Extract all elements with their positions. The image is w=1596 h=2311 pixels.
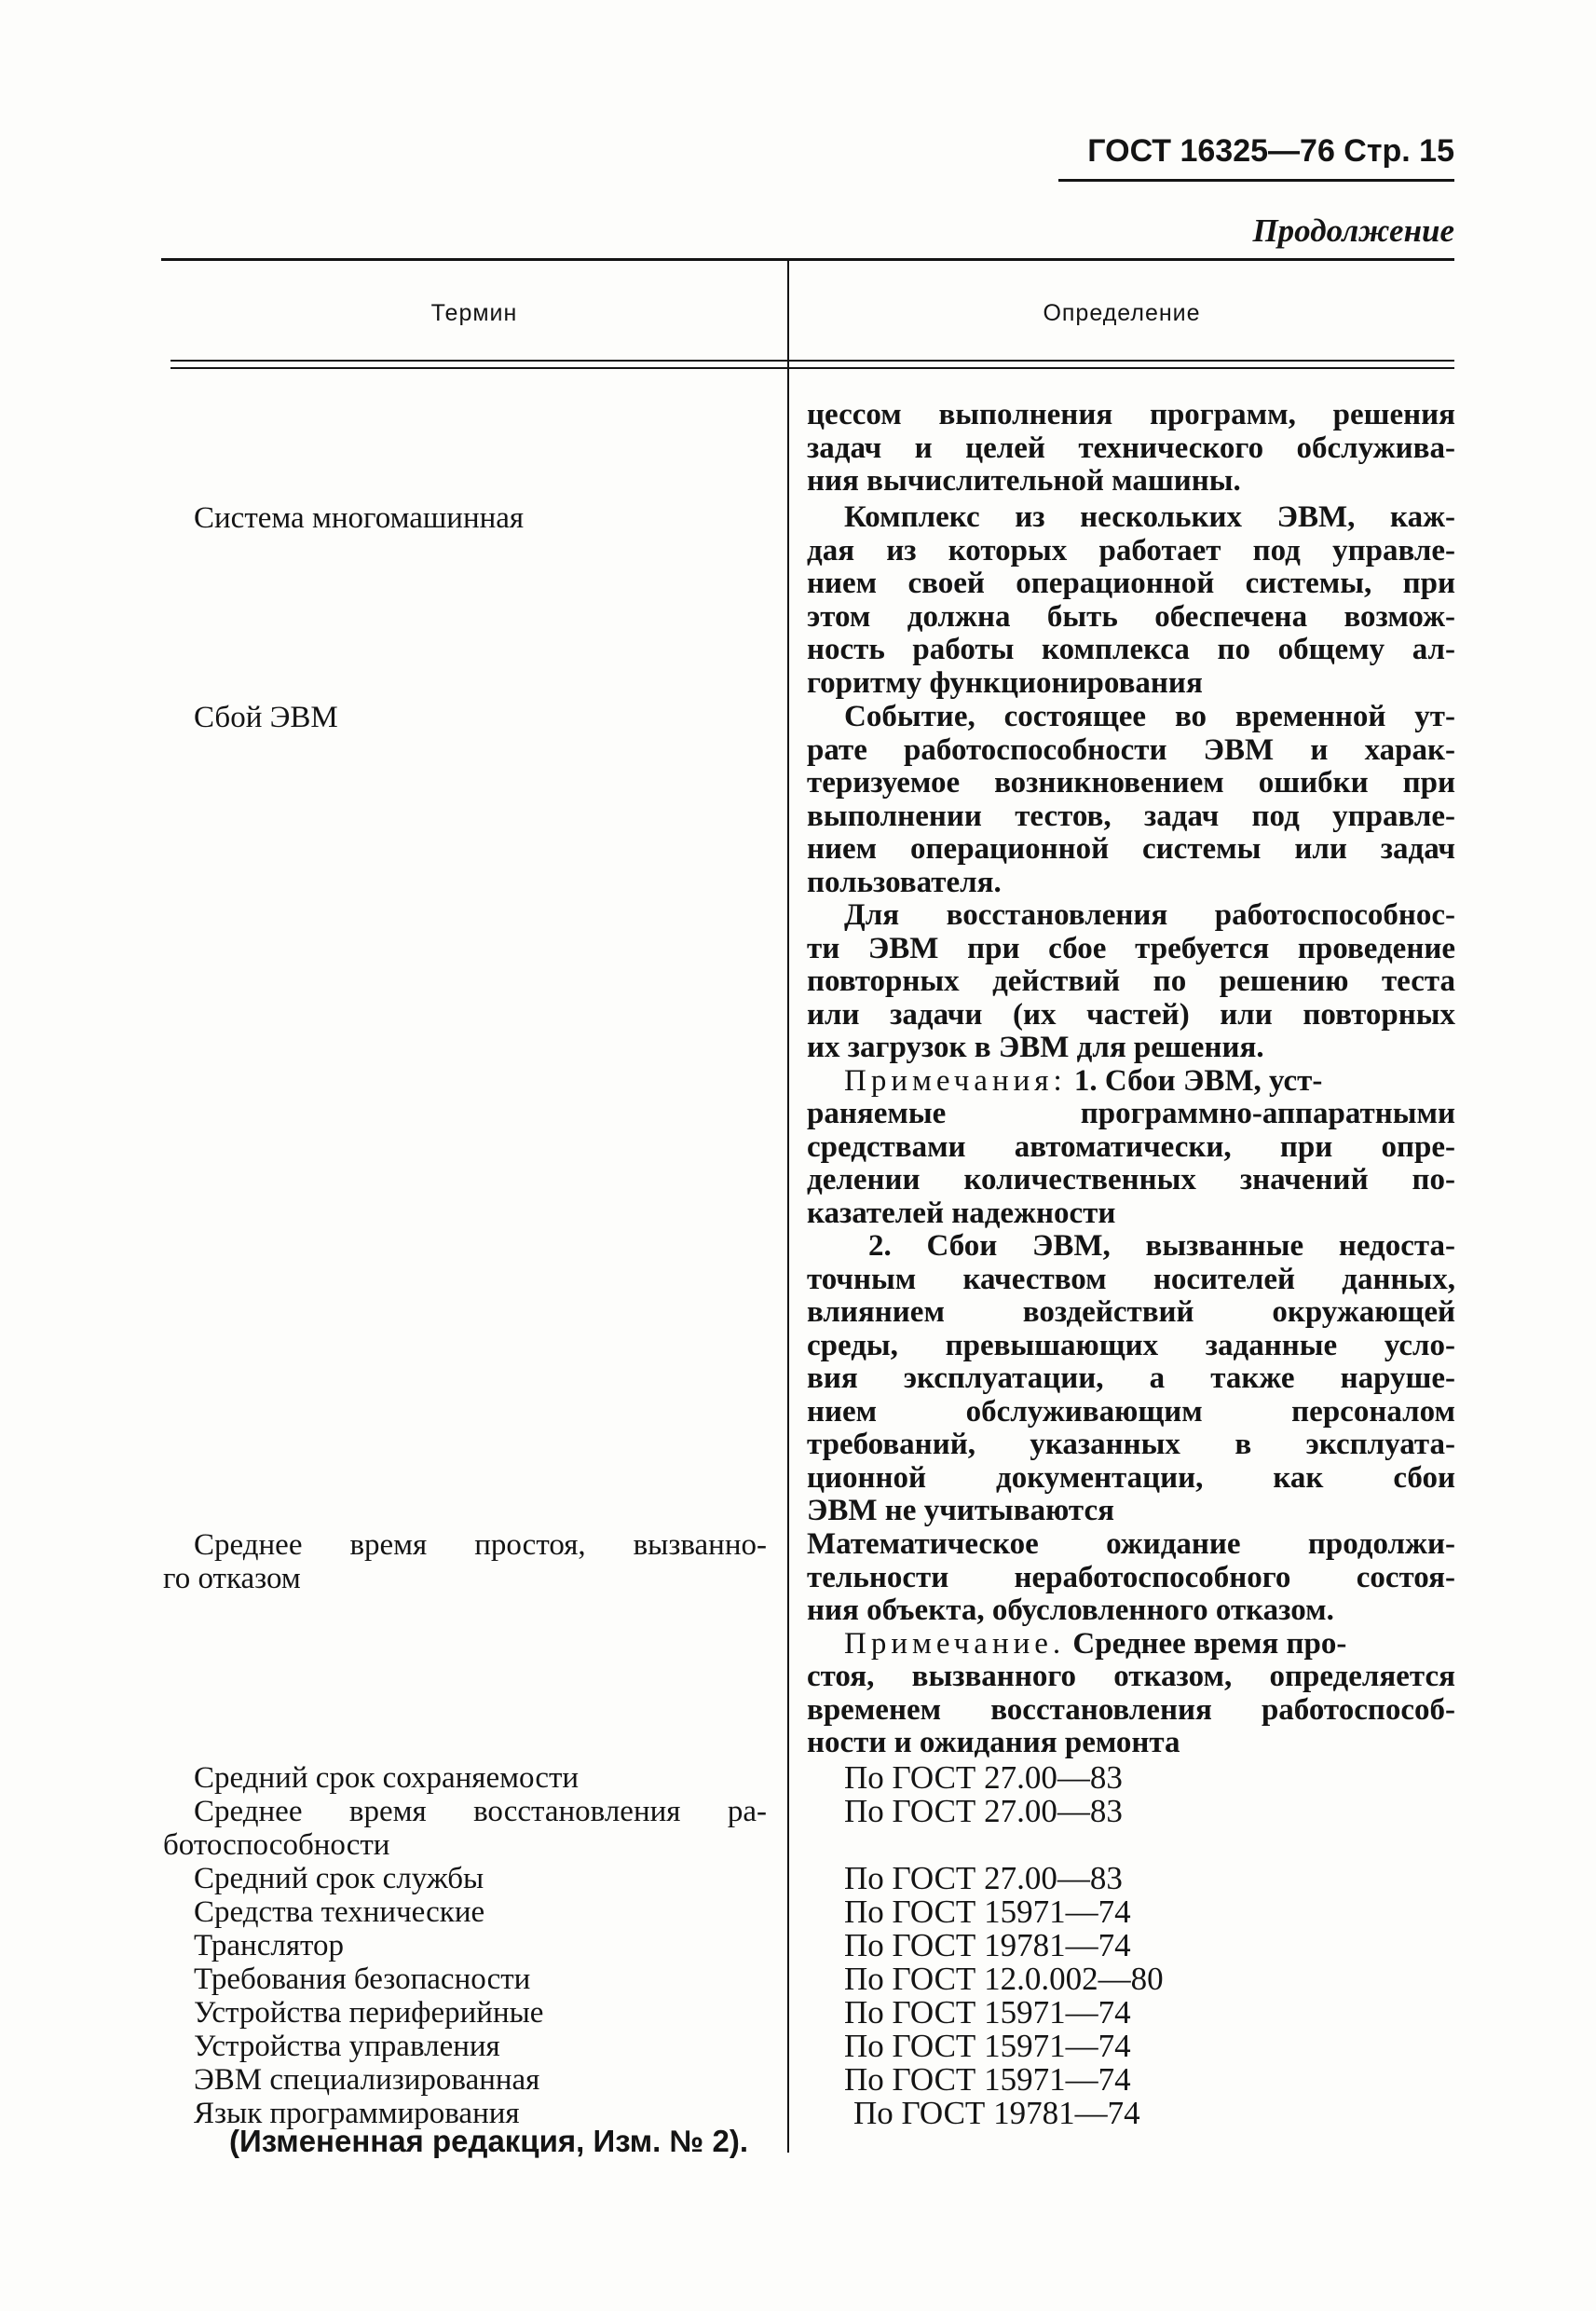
- definition-line: цессом выполнения программ, решения: [807, 398, 1455, 431]
- definition-line: тельности неработоспособного состоя-: [807, 1560, 1455, 1594]
- term-mean-recovery-time: [163, 1795, 767, 1862]
- definition-line: ния вычислительной машины.: [807, 464, 1241, 498]
- table-top-rule: [161, 258, 1454, 261]
- gost-ref: По ГОСТ 19781—74: [853, 2095, 1140, 2131]
- term-line: ЭВМ специализированная: [194, 2063, 540, 2097]
- note-text: Среднее время про-: [1072, 1626, 1347, 1661]
- note-line: вия эксплуатации, а также наруше-: [807, 1361, 1455, 1395]
- definition-line: рате работоспособности ЭВМ и харак-: [807, 732, 1455, 767]
- term-technical-means: [163, 1895, 767, 1929]
- term-line: Сбой ЭВМ: [194, 701, 338, 734]
- term-control-devices: [163, 2030, 767, 2063]
- continuation-label: Продолжение: [1252, 212, 1454, 249]
- definition-line: Для восстановления работоспособнос-: [844, 898, 1455, 932]
- term-peripheral-devices: [163, 1996, 767, 2030]
- definition-line: теризуемое возникновением ошибки при: [807, 766, 1455, 800]
- note-line: точным качеством носителей данных,: [807, 1262, 1455, 1296]
- definition-computer-failure: [807, 701, 1455, 1528]
- term-line: Устройства управления: [194, 2030, 500, 2063]
- note-text: 1. Сбои ЭВМ, уст-: [1073, 1063, 1323, 1098]
- term-line: Устройства периферийные: [194, 1996, 544, 2030]
- term-mean-service-life: [163, 1862, 767, 1895]
- gost-ref: По ГОСТ 15971—74: [844, 1894, 1131, 1930]
- term-line: Средства технические: [194, 1895, 485, 1929]
- note-line: делении количественных значений по-: [807, 1163, 1455, 1197]
- definition-continued: [807, 399, 1455, 499]
- gost-ref: По ГОСТ 27.00—83: [844, 1860, 1123, 1896]
- term-line: Система многомашинная: [194, 501, 525, 535]
- note-line: требований, указанных в эксплуата-: [807, 1428, 1455, 1461]
- term-line: Среднее время восстановления ра-: [194, 1795, 767, 1828]
- term-line: Среднее время простоя, вызванно-: [194, 1528, 767, 1562]
- definition-line: задач и целей технического обслужива-: [807, 431, 1455, 465]
- definition-line: Событие, состоящее во временной ут-: [844, 700, 1455, 733]
- definition-line: этом должна быть обеспечена возмож-: [807, 599, 1455, 634]
- gost-ref: По ГОСТ 15971—74: [844, 2028, 1131, 2064]
- notes-line: [807, 1065, 1455, 1099]
- term-mean-downtime: [163, 1528, 767, 1595]
- note-line: 2. Сбои ЭВМ, вызванные недоста-: [868, 1229, 1455, 1263]
- note-line: временем восстановления работоспособ-: [807, 1692, 1455, 1727]
- gost-ref: По ГОСТ 27.00—83: [844, 1793, 1123, 1829]
- definition-multimachine-system: [807, 501, 1455, 700]
- note-line: стоя, вызванного отказом, определяется: [807, 1660, 1455, 1693]
- notes-label: Примечания:: [844, 1063, 1067, 1098]
- definition-line: Комплекс из нескольких ЭВМ, каж-: [844, 500, 1455, 534]
- term-line: го отказом: [163, 1562, 301, 1595]
- term-translator: [163, 1929, 767, 1962]
- gost-ref: По ГОСТ 19781—74: [844, 1927, 1131, 1963]
- note-label: Примечание.: [844, 1626, 1066, 1661]
- term-line: Язык программирования: [194, 2097, 520, 2130]
- definition-mean-downtime: [807, 1528, 1455, 1760]
- note-line: ЭВМ не учитываются: [807, 1494, 1115, 1527]
- definition-line: пользователя.: [807, 865, 1002, 899]
- note-line: нием обслуживающим персоналом: [807, 1394, 1455, 1429]
- note-line: влиянием воздействий окружающей: [807, 1295, 1455, 1329]
- definition-line: ти ЭВМ при сбое требуется проведение: [807, 931, 1455, 965]
- header-double-rule-bottom: [171, 367, 1454, 369]
- column-divider: [787, 261, 789, 2153]
- term-mean-storage-life: [163, 1761, 767, 1795]
- definition-line: нием своей операционной системы, при: [807, 567, 1455, 600]
- term-multimachine-system: [163, 501, 767, 535]
- term-line: Средний срок службы: [194, 1862, 484, 1895]
- note-line: [807, 1628, 1455, 1661]
- term-specialized-computer: [163, 2063, 767, 2097]
- term-line: Транслятор: [194, 1929, 344, 1962]
- note-line: ционной документации, как сбои: [807, 1460, 1455, 1495]
- page-header: ГОСТ 16325—76 Стр. 15: [1087, 133, 1454, 169]
- term-safety-requirements: [163, 1962, 767, 1996]
- column-header-definition: Определение: [1043, 300, 1201, 326]
- gost-ref: По ГОСТ 12.0.002—80: [844, 1961, 1164, 1997]
- term-computer-failure: [163, 701, 767, 734]
- term-line: Средний срок сохраняемости: [194, 1761, 580, 1795]
- gost-ref: По ГОСТ 15971—74: [844, 2061, 1131, 2098]
- note-line: раняемые программно-аппаратными: [807, 1097, 1455, 1130]
- column-header-term: Термин: [430, 300, 518, 326]
- term-line: ботоспособности: [163, 1828, 390, 1862]
- definition-line: их загрузок в ЭВМ для решения.: [807, 1031, 1264, 1064]
- definition-line: ность работы комплекса по общему ал-: [807, 633, 1455, 666]
- definition-line: ния объекта, обусловленного отказом.: [807, 1593, 1334, 1627]
- header-double-rule-top: [171, 360, 1454, 362]
- note-line: казателей надежности: [807, 1196, 1116, 1230]
- definition-line: горитму функционирования: [807, 665, 1203, 700]
- definition-line: Математическое ожидание продолжи-: [807, 1527, 1455, 1561]
- amendment-note: (Измененная редакция, Изм. № 2).: [229, 2124, 748, 2158]
- definition-line: дая из которых работает под управле-: [807, 533, 1455, 567]
- definition-line: повторных действий по решению теста: [807, 964, 1455, 998]
- header-rule: [1058, 179, 1454, 182]
- definition-line: или задачи (их частей) или повторных: [807, 997, 1455, 1032]
- note-line: среды, превышающих заданные усло-: [807, 1328, 1455, 1362]
- note-line: ности и ожидания ремонта: [807, 1726, 1180, 1759]
- note-line: средствами автоматически, при опре-: [807, 1129, 1455, 1164]
- gost-ref: По ГОСТ 27.00—83: [844, 1759, 1123, 1796]
- definition-line: нием операционной системы или задач: [807, 832, 1455, 866]
- gost-ref: По ГОСТ 15971—74: [844, 1994, 1131, 2031]
- term-line: Требования безопасности: [194, 1962, 531, 1996]
- definition-line: выполнении тестов, задач под управле-: [807, 799, 1455, 833]
